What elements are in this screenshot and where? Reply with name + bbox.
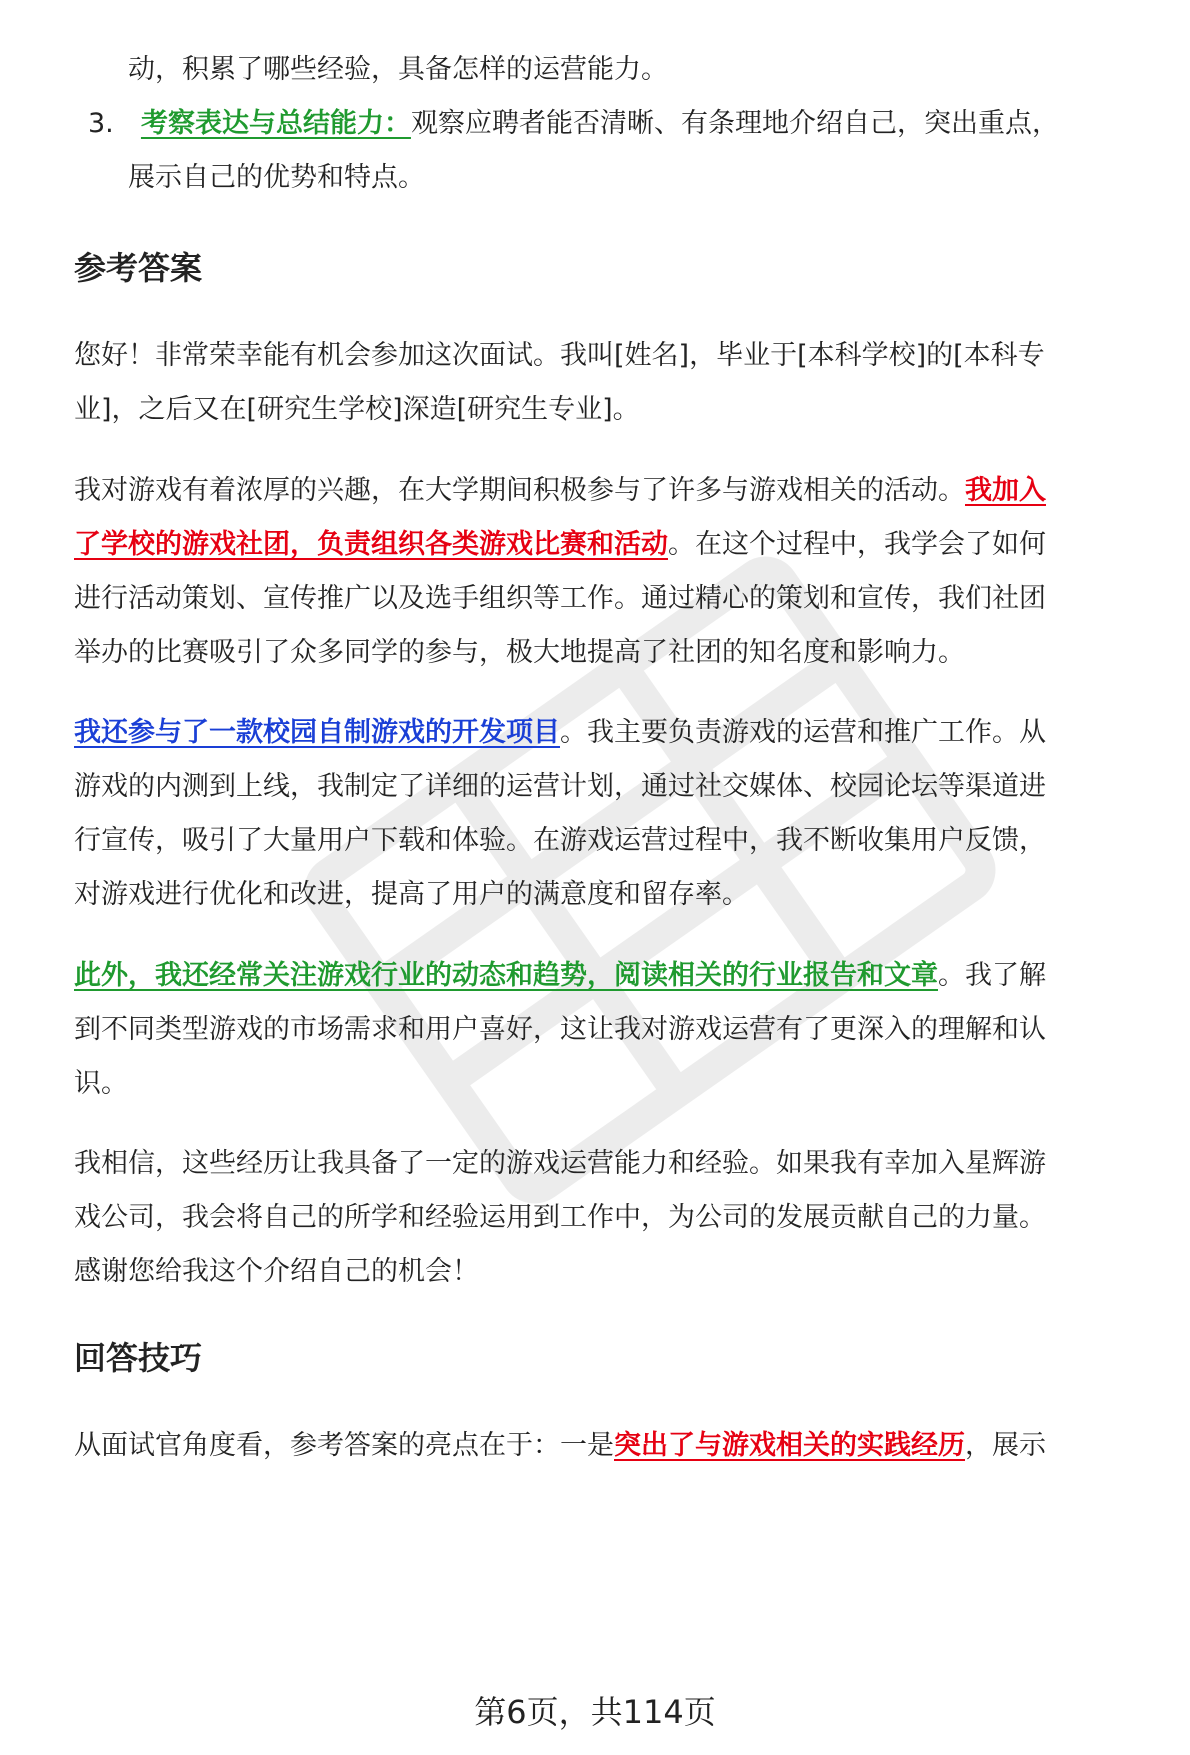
page-number-footer: 第6页，共114页 bbox=[474, 1693, 716, 1731]
paragraph-4-highlight: 此外，我还经常关注游戏行业的动态和趋势，阅读相关的行业报告和文章 bbox=[74, 960, 938, 991]
paragraph-1-line-1: 您好！非常荣幸能有机会参加这次面试。我叫[姓名]，毕业于[本科学校]的[本科专 bbox=[74, 340, 1045, 371]
paragraph-2-text-cont: 。在这个过程中，我学会了如何 bbox=[668, 529, 1046, 560]
paragraph-2-line-4: 举办的比赛吸引了众多同学的参与，极大地提高了社团的知名度和影响力。 bbox=[74, 637, 965, 668]
paragraph-4-line-1 bbox=[74, 956, 1046, 996]
list-item-3-text: 观察应聘者能否清晰、有条理地介绍自己，突出重点， bbox=[410, 108, 1059, 139]
paragraph-5-line-1: 我相信，这些经历让我具备了一定的游戏运营能力和经验。如果我有幸加入星辉游 bbox=[74, 1148, 1046, 1179]
paragraph-3-line-3: 行宣传，吸引了大量用户下载和体验。在游戏运营过程中，我不断收集用户反馈， bbox=[74, 825, 1046, 856]
paragraph-2-line-3: 进行活动策划、宣传推广以及选手组织等工作。通过精心的策划和宣传，我们社团 bbox=[74, 583, 1046, 614]
list-item-2-continuation: 动，积累了哪些经验，具备怎样的运营能力。 bbox=[128, 54, 668, 85]
paragraph-4-line-3: 识。 bbox=[74, 1068, 128, 1099]
paragraph-3-text: 。我主要负责游戏的运营和推广工作。从 bbox=[560, 717, 1046, 748]
paragraph-3-line-2: 游戏的内测到上线，我制定了详细的运营计划，通过社交媒体、校园论坛等渠道进 bbox=[74, 771, 1046, 802]
paragraph-2-line-1 bbox=[74, 471, 1046, 511]
paragraph-2-highlight-end: 了学校的游戏社团，负责组织各类游戏比赛和活动 bbox=[74, 529, 668, 560]
paragraph-1-line-2: 业]，之后又在[研究生学校]深造[研究生专业]。 bbox=[74, 394, 640, 425]
paragraph-4-line-2: 到不同类型游戏的市场需求和用户喜好，这让我对游戏运营有了更深入的理解和认 bbox=[74, 1014, 1046, 1045]
list-item-3-line2: 展示自己的优势和特点。 bbox=[128, 162, 425, 193]
list-item-3-number: 3. bbox=[88, 108, 114, 139]
tips-text: 从面试官角度看，参考答案的亮点在于：一是 bbox=[74, 1430, 614, 1461]
tips-paragraph-line-1 bbox=[74, 1426, 1046, 1466]
tips-highlight: 突出了与游戏相关的实践经历 bbox=[614, 1430, 965, 1461]
paragraph-2-highlight-start: 我加入 bbox=[965, 475, 1046, 506]
paragraph-3-line-1 bbox=[74, 713, 1046, 753]
list-item-3 bbox=[88, 104, 1059, 144]
paragraph-4-text: 。我了解 bbox=[938, 960, 1046, 991]
paragraph-5-line-2: 戏公司，我会将自己的所学和经验运用到工作中，为公司的发展贡献自己的力量。 bbox=[74, 1202, 1046, 1233]
list-item-3-label: 考察表达与总结能力： bbox=[140, 108, 411, 139]
paragraph-2-line-2 bbox=[74, 525, 1046, 565]
paragraph-2-text: 我对游戏有着浓厚的兴趣，在大学期间积极参与了许多与游戏相关的活动。 bbox=[74, 475, 965, 506]
paragraph-5-line-3: 感谢您给我这个介绍自己的机会！ bbox=[74, 1256, 479, 1287]
tips-text-tail: ，展示 bbox=[965, 1430, 1046, 1461]
section-heading-answer-tips: 回答技巧 bbox=[74, 1339, 203, 1377]
paragraph-3-highlight: 我还参与了一款校园自制游戏的开发项目 bbox=[74, 717, 560, 748]
paragraph-3-line-4: 对游戏进行优化和改进，提高了用户的满意度和留存率。 bbox=[74, 879, 749, 910]
section-heading-reference-answer: 参考答案 bbox=[74, 249, 203, 287]
